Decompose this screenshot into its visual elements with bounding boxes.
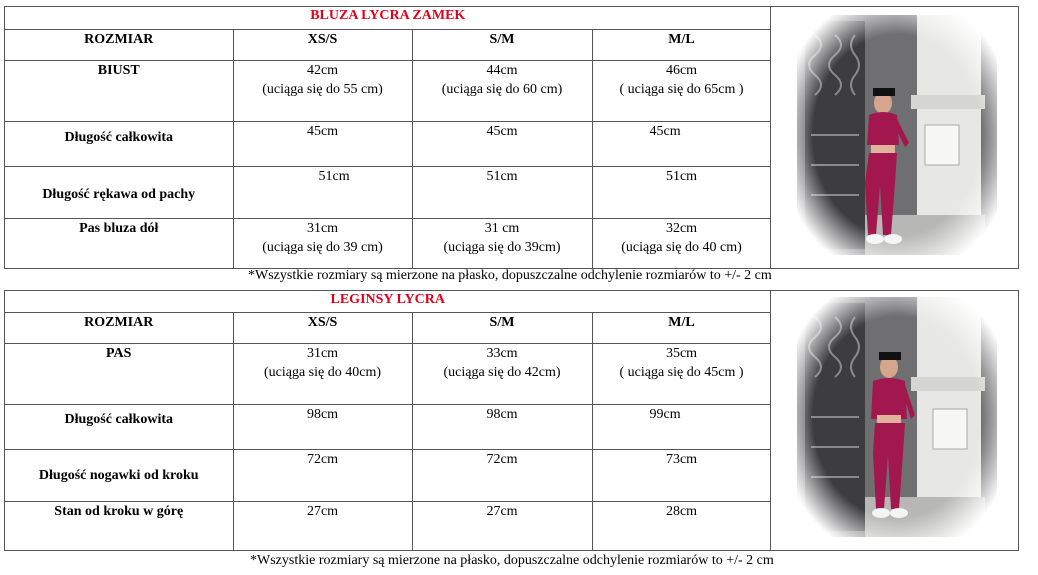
size-cell: 98cm xyxy=(233,404,412,449)
table-row xyxy=(5,343,771,404)
size-cell: 73cm xyxy=(592,449,771,501)
size-header-xs-s: XS/S xyxy=(233,29,412,60)
product-photo xyxy=(797,15,997,255)
row-label: BIUST xyxy=(5,60,233,121)
table-title: LEGINSY LYCRA xyxy=(5,290,771,312)
size-header-m-l: M/L xyxy=(592,312,771,343)
table-row xyxy=(5,218,771,269)
footnote: *Wszystkie rozmiary są mierzone na płasko, dopuszczalne odchylenie rozmiarów to +/- 2 cm xyxy=(250,553,774,568)
size-cell: 51cm xyxy=(233,166,412,218)
product-photo xyxy=(797,297,997,537)
size-cell: 45cm xyxy=(592,121,771,166)
size-cell: 31 cm (uciąga się do 39cm) xyxy=(412,218,592,269)
size-cell: 27cm xyxy=(233,501,412,550)
row-label: Długość całkowita xyxy=(5,121,233,166)
header-label: ROZMIAR xyxy=(5,29,233,60)
row-label: PAS xyxy=(5,343,233,404)
size-cell: 35cm ( uciąga się do 45cm ) xyxy=(592,343,771,404)
product-photo-cell xyxy=(770,291,1018,550)
size-cell: 33cm (uciąga się do 42cm) xyxy=(412,343,592,404)
table-row xyxy=(5,404,771,449)
size-cell: 31cm (uciąga się do 39 cm) xyxy=(233,218,412,269)
size-cell: 99cm xyxy=(592,404,771,449)
row-label: Długość całkowita xyxy=(5,404,233,449)
size-cell: 51cm xyxy=(592,166,771,218)
table-title: BLUZA LYCRA ZAMEK xyxy=(5,6,771,29)
size-cell: 45cm xyxy=(233,121,412,166)
size-cell: 45cm xyxy=(412,121,592,166)
size-cell: 28cm xyxy=(592,501,771,550)
table-row xyxy=(5,60,771,121)
table-row xyxy=(5,166,771,218)
row-label: Długość nogawki od kroku xyxy=(5,449,233,501)
table-row xyxy=(5,449,771,501)
size-cell: 32cm (uciąga się do 40 cm) xyxy=(592,218,771,269)
size-cell: 72cm xyxy=(412,449,592,501)
size-table-bluza xyxy=(4,6,1019,269)
size-header-m-l: M/L xyxy=(592,29,771,60)
size-table-leginsy xyxy=(4,290,1019,551)
product-photo-cell xyxy=(770,7,1018,268)
footnote: *Wszystkie rozmiary są mierzone na płasko, dopuszczalne odchylenie rozmiarów to +/- 2 cm xyxy=(248,268,772,283)
size-cell: 72cm xyxy=(233,449,412,501)
size-header-s-m: S/M xyxy=(412,312,592,343)
row-label: Stan od kroku w górę xyxy=(5,501,233,550)
size-cell: 27cm xyxy=(412,501,592,550)
size-cell: 42cm (uciąga się do 55 cm) xyxy=(233,60,412,121)
row-label: Długość rękawa od pachy xyxy=(5,166,233,218)
size-cell: 44cm (uciąga się do 60 cm) xyxy=(412,60,592,121)
table-row xyxy=(5,501,771,550)
size-header-s-m: S/M xyxy=(412,29,592,60)
header-label: ROZMIAR xyxy=(5,312,233,343)
size-cell: 51cm xyxy=(412,166,592,218)
row-label: Pas bluza dół xyxy=(5,218,233,269)
size-cell: 98cm xyxy=(412,404,592,449)
size-cell: 46cm ( uciąga się do 65cm ) xyxy=(592,60,771,121)
table-row xyxy=(5,121,771,166)
size-header-xs-s: XS/S xyxy=(233,312,412,343)
size-cell: 31cm (uciąga się do 40cm) xyxy=(233,343,412,404)
